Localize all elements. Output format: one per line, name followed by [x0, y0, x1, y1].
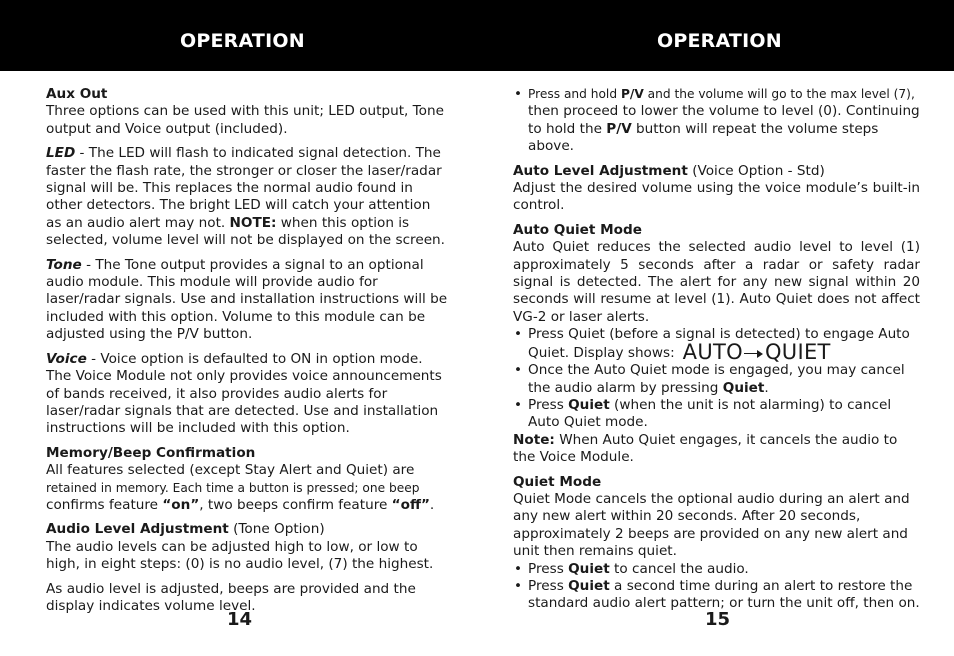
- display-auto-text: AUTO: [682, 339, 743, 364]
- memory-section: [46, 445, 448, 515]
- page-header-bar: [0, 0, 954, 71]
- led-note-label: NOTE:: [229, 214, 277, 231]
- tone-label: Tone: [46, 256, 82, 273]
- memory-on: “on”: [162, 496, 200, 513]
- auto-level-section: [513, 163, 920, 215]
- right-page-column: [513, 86, 920, 620]
- pv-key-2: P/V: [606, 120, 632, 137]
- list-item: [513, 362, 920, 397]
- auto-quiet-bullet-1: Press Quiet (before a signal is detected) to engage Auto Quiet. Display shows:: [528, 326, 910, 361]
- led-label: LED: [46, 145, 76, 162]
- list-item: [513, 326, 920, 362]
- list-item: [513, 578, 920, 613]
- pv-bullet-b: and the volume will go to the max level (7),: [643, 87, 915, 101]
- led-section: [46, 145, 448, 249]
- aux-out-heading: Aux Out: [46, 86, 108, 102]
- list-item: [513, 86, 920, 156]
- auto-quiet-heading: Auto Quiet Mode: [513, 221, 642, 238]
- pv-bullet-a: Press and hold: [528, 87, 621, 101]
- voice-section: [46, 351, 448, 438]
- voice-label: Voice: [46, 350, 87, 367]
- aux-out-section: [46, 86, 448, 138]
- memory-line1: All features selected (except Stay Alert and Quiet) are: [46, 462, 415, 479]
- auto-quiet-section: [513, 222, 920, 467]
- auto-quiet-note-label: Note:: [513, 431, 555, 448]
- display-quiet-text: QUIET: [764, 339, 831, 364]
- right-page-number: 15: [705, 609, 731, 630]
- pv-bullet-c: then proceed to lower the volume to level (0). Continuing to hold the: [528, 103, 920, 137]
- pv-bullet-d: button will repeat the volume steps above.: [528, 120, 879, 155]
- pv-key-1: P/V: [620, 87, 644, 101]
- memory-line2: retained in memory. Each time a button is pressed; one beep: [46, 480, 420, 495]
- quiet-bullet-2b: a second time during an alert to restore the standard audio alert pattern; or turn the unit off, then on.: [528, 577, 920, 612]
- left-page-column: [46, 86, 448, 622]
- auto-quiet-bullet-3b: (when the unit is not alarming) to cancel Auto Quiet mode.: [528, 396, 892, 431]
- voice-text: - Voice option is defaulted to ON in option mode. The Voice Module not only provides voice announcements of bands received, it also provides audio alerts for laser/radar signals that are detected. Use and installation instructions will be included with this option.: [46, 350, 442, 437]
- quiet-key: Quiet: [568, 560, 610, 577]
- right-arrow-icon: [744, 349, 764, 359]
- audio-text-2: As audio level is adjusted, beeps are provided and the display indicates volume level.: [46, 580, 416, 614]
- memory-off: “off”: [391, 496, 430, 513]
- auto-quiet-bullet-2b: .: [764, 379, 769, 396]
- auto-quiet-bullet-3a: Press: [528, 396, 569, 413]
- led-text: - The LED will flash to indicated signal detection. The faster the flash rate, the stronger or closer the laser/radar signal will be. This replaces the normal audio found in other detectors. The bright LED will catch your attention as an audio alert may not.: [46, 145, 442, 231]
- tone-section: [46, 257, 448, 344]
- quiet-bullet-1b: to cancel the audio.: [609, 560, 749, 577]
- pv-bullet-section: [513, 86, 920, 156]
- memory-heading: Memory/Beep Confirmation: [46, 444, 256, 461]
- quiet-mode-text: Quiet Mode cancels the optional audio during an alert and any new alert within 20 seconds. After 20 seconds, approximately 2 beeps are provided on any new alert and unit then remains quiet.: [513, 490, 910, 560]
- aux-out-text: Three options can be used with this unit; LED output, Tone output and Voice output (included).: [46, 103, 444, 137]
- auto-quiet-bullet-2a: Once the Auto Quiet mode is engaged, you may cancel the audio alarm by pressing: [528, 362, 905, 396]
- memory-line3b: , two beeps confirm feature: [199, 496, 392, 513]
- right-page-title: OPERATION: [657, 30, 782, 52]
- left-page-number: 14: [227, 609, 253, 630]
- audio-subheading: (Tone Option): [228, 521, 325, 538]
- tone-text: - The Tone output provides a signal to an optional audio module. This module will provide audio for laser/radar signals. Use and installation instructions will be included with this option. Volume to this module can be adjusted using the P/V button.: [46, 256, 448, 343]
- memory-line3a: confirms feature: [46, 496, 163, 513]
- quiet-mode-section: [513, 474, 920, 613]
- audio-heading: Audio Level Adjustment: [46, 521, 229, 538]
- quiet-bullet-2a: Press: [528, 577, 569, 594]
- auto-level-subheading: (Voice Option - Std): [687, 162, 825, 179]
- led-note-text: when this option is selected, volume level will not be displayed on the screen.: [46, 214, 445, 249]
- audio-level-section: [46, 521, 448, 573]
- left-page-title: OPERATION: [180, 30, 305, 52]
- auto-quiet-text: Auto Quiet reduces the selected audio level to level (1) approximately 5 seconds after a radar or safety radar signal is detected. The alert for any new signal within 20 seconds will resume at level (1). Auto Quiet does not affect VG-2 or laser alerts.: [513, 239, 920, 325]
- quiet-bullet-1a: Press: [528, 560, 569, 577]
- quiet-mode-heading: Quiet Mode: [513, 473, 602, 490]
- auto-level-text: Adjust the desired volume using the voice module’s built-in control.: [513, 180, 920, 214]
- list-item: [513, 397, 920, 432]
- list-item: [513, 561, 920, 578]
- quiet-key: Quiet: [722, 379, 765, 396]
- quiet-key: Quiet: [568, 396, 610, 413]
- auto-level-heading: Auto Level Adjustment: [513, 162, 688, 179]
- memory-line3c: .: [429, 496, 435, 513]
- quiet-key: Quiet: [568, 577, 610, 594]
- auto-quiet-display: [683, 340, 831, 364]
- audio-text: The audio levels can be adjusted high to low, or low to high, in eight steps: (0) is no audio level, (7) the highest.: [46, 538, 434, 573]
- auto-quiet-note-text: When Auto Quiet engages, it cancels the audio to the Voice Module.: [513, 431, 898, 466]
